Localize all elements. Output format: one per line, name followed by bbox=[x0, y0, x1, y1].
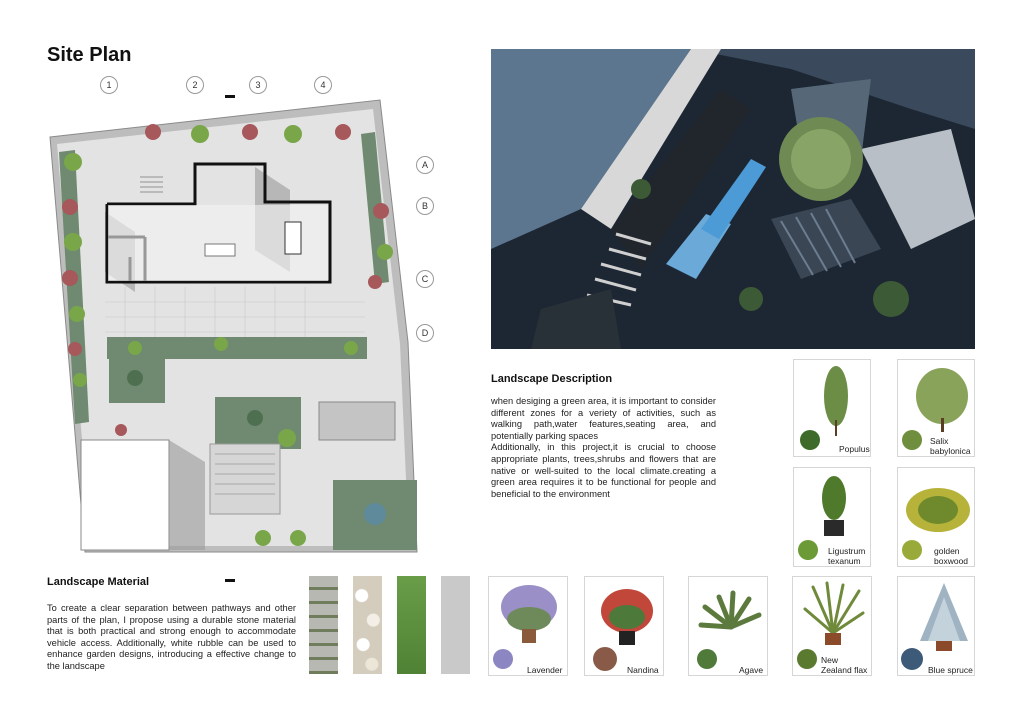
blue-spruce-icon bbox=[898, 577, 974, 675]
grid-row-b: B bbox=[416, 197, 434, 215]
plant-tile-agave bbox=[688, 576, 768, 676]
grid-column-1: 1 bbox=[100, 76, 118, 94]
plant-name-lavender: Lavender bbox=[527, 665, 563, 675]
plant-tile-salix bbox=[897, 359, 975, 457]
landscape-description-text bbox=[491, 396, 716, 500]
landscape-material-heading: Landscape Material bbox=[47, 576, 150, 588]
section-marker-top bbox=[225, 95, 235, 98]
plant-name-nandina: Nandina bbox=[627, 665, 659, 675]
white-pebble-swatch bbox=[353, 576, 382, 674]
page-title: Site Plan bbox=[47, 44, 132, 66]
plant-tile-lavender bbox=[488, 576, 568, 676]
plant-tile-populus bbox=[793, 359, 871, 457]
plant-name-boxwood: golden boxwood bbox=[934, 546, 969, 566]
lavender-icon bbox=[489, 577, 567, 675]
plant-tile-blue-spruce bbox=[897, 576, 975, 676]
description-paragraph-2: Additionally, in this project,it is crucial to choose appropriate plants, trees,shrubs and flowers that are native or well-suited to the local climate.creating a green area requires it to be functional for people and beneficial to the environment bbox=[491, 442, 716, 499]
plant-name-blue-spruce: Blue spruce bbox=[928, 665, 973, 675]
grid-row-c: C bbox=[416, 270, 434, 288]
grid-row-d: D bbox=[416, 324, 434, 342]
landscape-material-text: To create a clear separation between pathways and other parts of the plan, I propose using a durable stone material that is both practical and strong enough to accommodate vehicle access. Additionally, white rubble can be used to enhance garden designs, introducing a effective change to the landscape bbox=[47, 603, 296, 671]
grid-column-2: 2 bbox=[186, 76, 204, 94]
landscape-description-heading: Landscape Description bbox=[491, 373, 613, 385]
section-marker-bottom bbox=[225, 579, 235, 582]
plant-name-salix: Salix babylonica bbox=[930, 436, 971, 456]
site-plan-drawing bbox=[45, 72, 445, 572]
populus-tree-icon bbox=[794, 360, 870, 456]
grid-row-a: A bbox=[416, 156, 434, 174]
plant-tile-nz-flax bbox=[792, 576, 872, 676]
grid-column-3: 3 bbox=[249, 76, 267, 94]
grid-column-4: 4 bbox=[314, 76, 332, 94]
plant-name-agave: Agave bbox=[739, 665, 764, 675]
plant-name-ligustrum: Ligustrum texanum bbox=[828, 546, 866, 566]
nandina-icon bbox=[585, 577, 663, 675]
plant-tile-ligustrum bbox=[793, 467, 871, 567]
plant-tile-nandina bbox=[584, 576, 664, 676]
description-paragraph-1: when desiging a green area, it is important to consider different zones for a veriety of activities, such as walking path,water features,seating area, and potentially parking spaces bbox=[491, 396, 716, 441]
concrete-swatch bbox=[441, 576, 470, 674]
lawn-swatch bbox=[397, 576, 426, 674]
plant-name-nz-flax: New Zealand flax bbox=[821, 655, 868, 675]
plant-name-populus: Populus bbox=[839, 444, 870, 454]
plant-tile-boxwood bbox=[897, 467, 975, 567]
agave-icon bbox=[689, 577, 767, 675]
grass-paver-swatch bbox=[309, 576, 338, 674]
aerial-render-image bbox=[491, 49, 975, 349]
